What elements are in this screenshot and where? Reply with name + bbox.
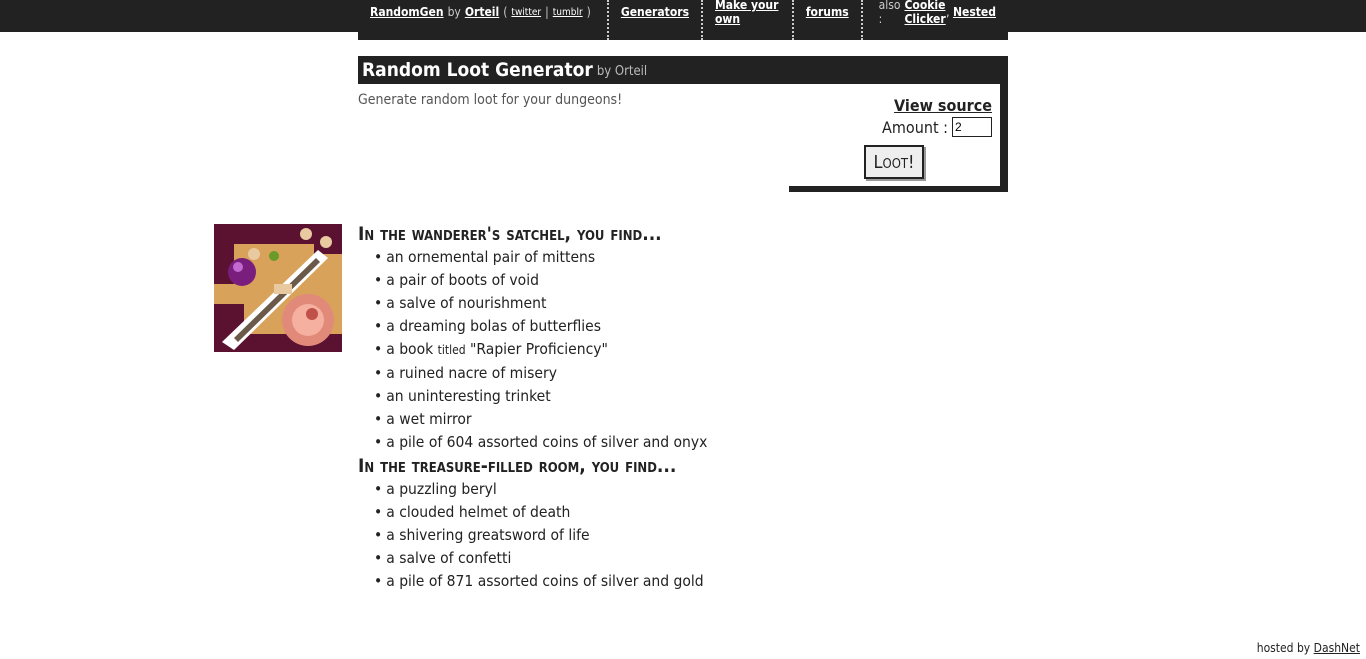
hosted-by-text: hosted by	[1256, 641, 1311, 655]
bullet: •	[374, 572, 383, 590]
list-item	[374, 431, 858, 454]
list-item	[374, 408, 858, 431]
list-item-text: an ornemental pair of mittens	[386, 248, 596, 266]
nav-forums-section	[794, 0, 861, 32]
bullet: •	[374, 387, 383, 405]
bullet: •	[374, 317, 383, 335]
twitter-link[interactable]: twitter	[511, 6, 542, 18]
list-item-text: a clouded helmet of death	[386, 503, 571, 521]
bullet: •	[374, 271, 383, 289]
nav-make-section	[703, 0, 792, 32]
bullet: •	[374, 480, 383, 498]
cookie-clicker-link[interactable]: Cookie Clicker	[904, 0, 946, 26]
page-title: Random Loot Generator	[362, 59, 593, 81]
list-item	[374, 501, 858, 524]
host-link[interactable]: DashNet	[1313, 641, 1360, 655]
comma-separator: ,	[946, 5, 953, 19]
loot-list	[358, 246, 858, 454]
amount-row	[790, 117, 992, 137]
bullet: •	[374, 364, 383, 382]
list-item	[374, 292, 858, 315]
panel-border-bottom	[789, 186, 1008, 192]
footer	[1257, 641, 1360, 655]
view-source-link[interactable]: View source	[894, 96, 992, 115]
bullet: •	[374, 410, 383, 428]
loot-illustration-image	[214, 224, 342, 352]
loot-results	[358, 222, 858, 593]
list-item-small-text: titled	[437, 343, 466, 357]
tumblr-link[interactable]: tumblr	[552, 6, 583, 18]
site-link[interactable]: RandomGen	[370, 5, 444, 19]
nested-link[interactable]: Nested	[952, 5, 996, 19]
list-item-text: a pile of 604 assorted coins of silver and onyx	[386, 433, 708, 451]
make-your-own-link[interactable]: Make your own	[715, 0, 779, 26]
paren-open: (	[503, 5, 508, 19]
generator-tagline: Generate random loot for your dungeons!	[358, 92, 623, 108]
list-item	[374, 570, 858, 593]
list-item-text: a shivering greatsword of life	[386, 526, 590, 544]
generator-controls	[790, 96, 992, 137]
list-item-text: a wet mirror	[386, 410, 472, 428]
list-item-text: a salve of confetti	[386, 549, 512, 567]
forums-link[interactable]: forums	[805, 5, 849, 19]
bullet: •	[374, 549, 383, 567]
list-item	[374, 338, 858, 362]
list-item-text: "Rapier Proficiency"	[465, 340, 608, 358]
section-title: In the wanderer's satchel, you find...	[358, 223, 662, 245]
amount-input[interactable]	[952, 117, 992, 137]
paren-close: )	[586, 5, 591, 19]
list-item-text: a puzzling beryl	[386, 480, 497, 498]
list-item	[374, 385, 858, 408]
list-item-text: a ruined nacre of misery	[386, 364, 557, 382]
nav-site-section	[358, 0, 607, 32]
top-navigation	[358, 0, 1008, 40]
author-link[interactable]: Orteil	[464, 5, 500, 19]
bullet: •	[374, 503, 383, 521]
list-item-text: a pair of boots of void	[386, 271, 539, 289]
amount-label: Amount :	[882, 117, 948, 137]
list-item	[374, 315, 858, 338]
bullet: •	[374, 340, 383, 358]
pipe-separator: |	[545, 5, 549, 19]
list-item	[374, 524, 858, 547]
also-label: also :	[878, 0, 901, 26]
list-item-text: a salve of nourishment	[386, 294, 547, 312]
generators-link[interactable]: Generators	[620, 5, 689, 19]
nav-generators-section	[609, 0, 701, 32]
generator-title-bar	[358, 56, 1008, 84]
section-title: In the treasure-filled room, you find...	[358, 455, 677, 477]
panel-border-right	[1000, 84, 1008, 192]
list-item	[374, 547, 858, 570]
list-item-text: an uninteresting trinket	[386, 387, 551, 405]
list-item-text: a dreaming bolas of butterflies	[386, 317, 601, 335]
list-item-text: a pile of 871 assorted coins of silver and gold	[386, 572, 704, 590]
bullet: •	[374, 248, 383, 266]
loot-button[interactable]: Loot!	[864, 145, 924, 179]
list-item	[374, 246, 858, 269]
list-item-text: a book	[386, 340, 438, 358]
generator-author: by Orteil	[596, 64, 648, 79]
bullet: •	[374, 294, 383, 312]
bullet: •	[374, 433, 383, 451]
loot-list	[358, 478, 858, 593]
list-item	[374, 362, 858, 385]
list-item	[374, 269, 858, 292]
nav-also-section	[863, 0, 1008, 32]
bullet: •	[374, 526, 383, 544]
list-item	[374, 478, 858, 501]
nav-by-text: by	[447, 5, 461, 19]
